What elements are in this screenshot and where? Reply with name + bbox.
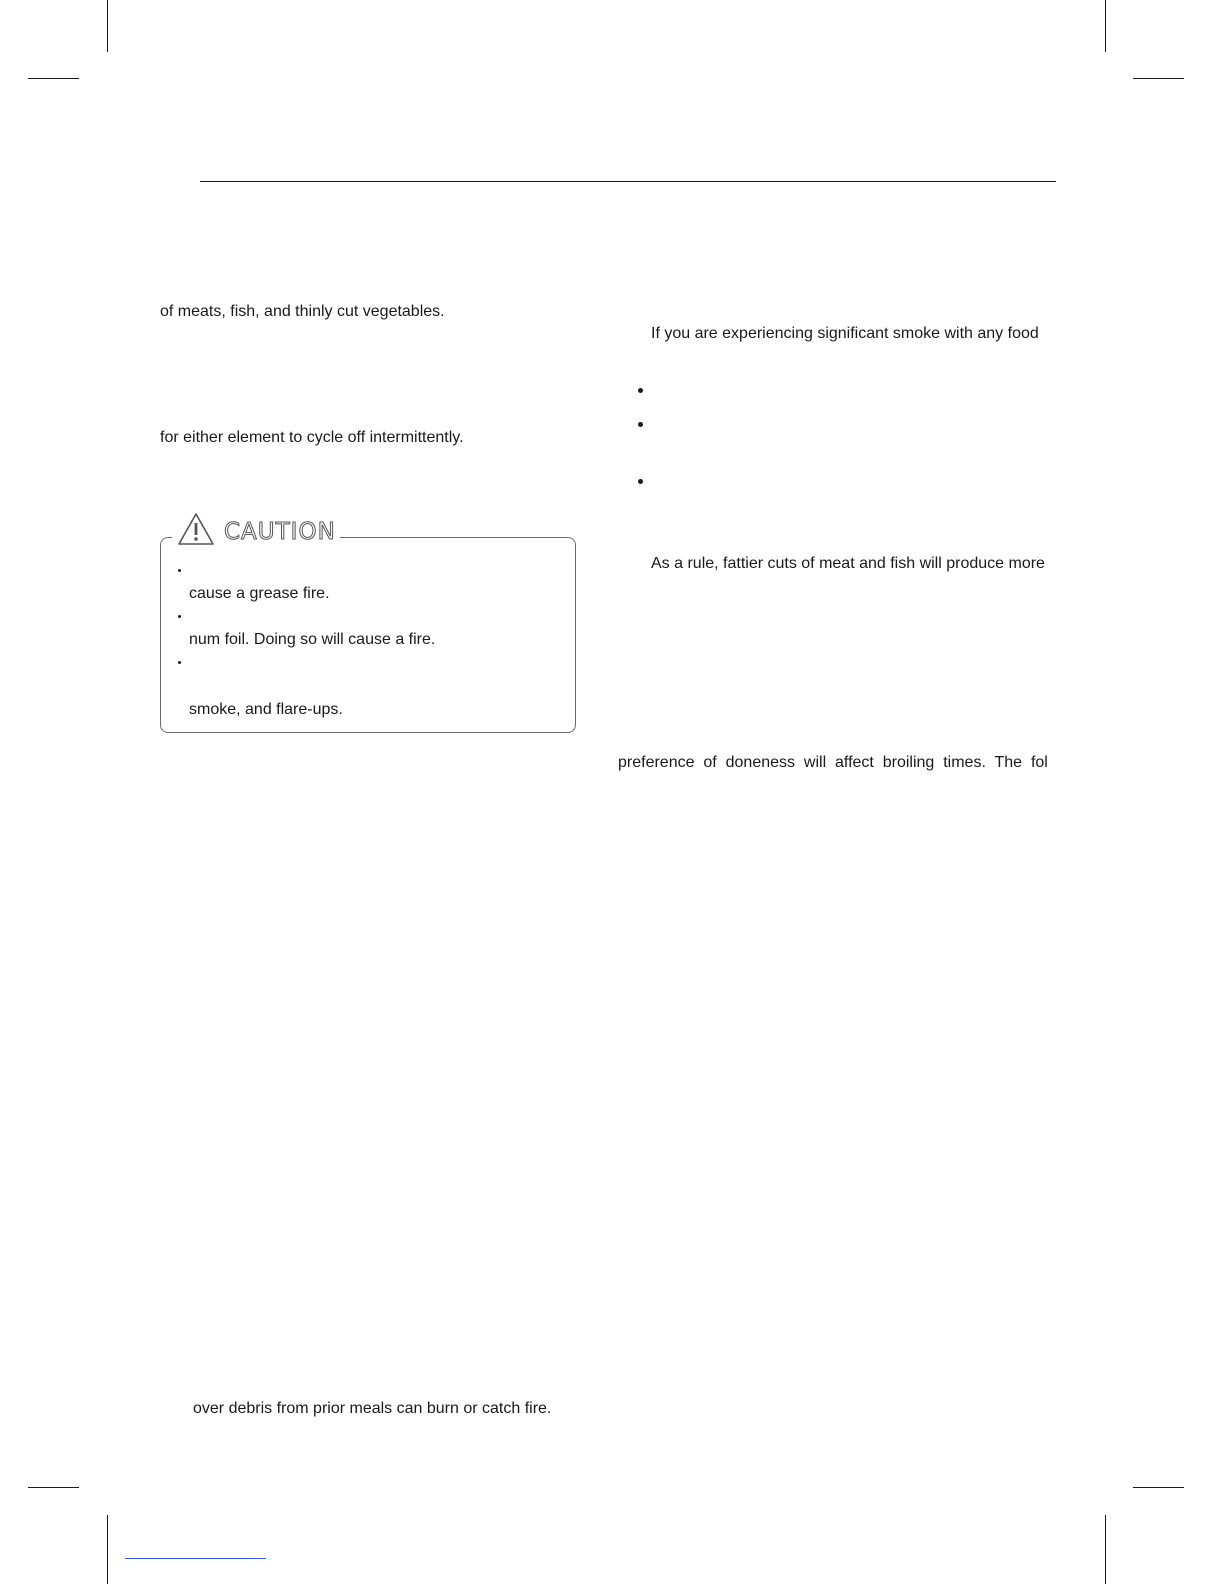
crop-mark-bottom-left-horizontal — [28, 1487, 79, 1488]
footer-link-underline[interactable] — [125, 1558, 266, 1559]
left-text-debris: over debris from prior meals can burn or catch fire. — [193, 1400, 552, 1417]
right-text-smoke: If you are experiencing significant smoke with any food — [651, 325, 1039, 342]
right-bullet-3 — [638, 479, 643, 484]
caution-item-2: num foil. Doing so will cause a fire. — [189, 631, 436, 648]
right-text-doneness: preference of doneness will affect broiling times. The fol — [618, 754, 1048, 771]
crop-mark-top-right-vertical — [1105, 0, 1106, 52]
caution-bullet-1 — [178, 569, 181, 572]
caution-bullet-2 — [178, 615, 181, 618]
left-text-meats: of meats, fish, and thinly cut vegetables. — [160, 303, 445, 320]
right-text-fatty-cuts: As a rule, fattier cuts of meat and fish will produce more — [651, 555, 1045, 572]
crop-mark-bottom-right-vertical — [1105, 1515, 1106, 1584]
caution-label: CAUTION — [224, 519, 336, 545]
crop-mark-bottom-left-vertical — [107, 1515, 108, 1584]
header-rule — [200, 181, 1056, 182]
crop-mark-top-left-vertical — [107, 0, 108, 52]
caution-header — [172, 509, 340, 549]
warning-triangle-icon — [176, 511, 216, 547]
caution-bullet-3 — [178, 661, 181, 664]
right-bullet-1 — [638, 388, 643, 393]
caution-item-1: cause a grease fire. — [189, 585, 330, 602]
crop-mark-top-left-horizontal — [28, 78, 79, 79]
crop-mark-bottom-right-horizontal — [1133, 1487, 1184, 1488]
caution-item-3: smoke, and flare-ups. — [189, 701, 343, 718]
right-bullet-2 — [638, 422, 643, 427]
left-text-element-cycle: for either element to cycle off intermittently. — [160, 429, 464, 446]
crop-mark-top-right-horizontal — [1133, 78, 1184, 79]
